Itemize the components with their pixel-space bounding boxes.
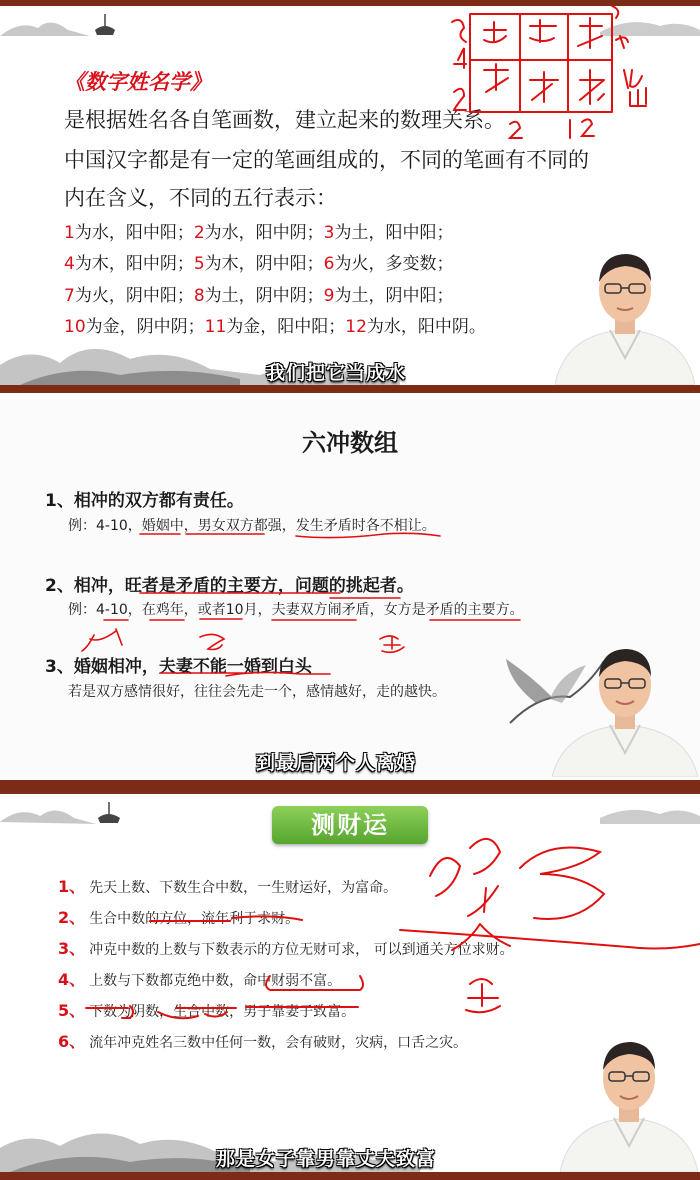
number: 10 <box>64 317 86 337</box>
number-meaning: 为金，阳中阳； <box>226 317 346 337</box>
number-meaning: 为水，阳中阴； <box>204 223 324 243</box>
number: 1 <box>64 223 75 243</box>
slide-panel-3 <box>0 788 700 1180</box>
number: 9 <box>323 286 335 306</box>
number: 4 <box>64 254 75 274</box>
rule-example: 例：4-10，在鸡年，或者10月，夫妻双方闹矛盾，女方是矛盾的主要方。 <box>68 602 524 618</box>
slide-title: 《数字姓名学》 <box>64 70 211 94</box>
number-meaning: 为土，阴中阴； <box>204 286 324 306</box>
number-meaning: 为水，阳中阴。 <box>366 317 486 337</box>
number: 11 <box>204 317 227 337</box>
bottom-border-bar <box>0 780 700 788</box>
list-item: 2、 生合中数的方位，流年利于求财。 <box>58 908 300 927</box>
number-meaning: 为金，阴中阴； <box>85 317 205 337</box>
number-meaning: 为土，阳中阳； <box>334 223 454 243</box>
number-meaning: 为木，阳中阴； <box>74 254 194 274</box>
number: 7 <box>64 286 75 306</box>
section-badge: 测财运 <box>272 806 428 844</box>
body-line-2: 中国汉字都是有一定的笔画组成的，不同的笔画有不同的 <box>64 148 589 172</box>
slide-panel-1 <box>0 0 700 393</box>
presenter-avatar <box>552 637 698 777</box>
slide-panel-2 <box>0 393 700 788</box>
rule-heading: 2、相冲，旺者是矛盾的主要方，问题的挑起者。 <box>45 576 414 596</box>
rule-heading: 1、相冲的双方都有责任。 <box>45 491 244 511</box>
list-item: 5、 下数为阴数，生合中数，男子靠妻子致富。 <box>58 1001 356 1020</box>
video-subtitle: 到最后两个人离婚 <box>256 752 417 774</box>
list-item: 1、 先天上数、下数生合中数，一生财运好，为富命。 <box>58 877 398 896</box>
presenter-avatar <box>555 238 695 385</box>
list-item: 4、 上数与下数都克绝中数，命中财弱不富。 <box>58 970 342 989</box>
number: 8 <box>193 286 205 306</box>
presenter-avatar <box>560 1024 698 1172</box>
number: 3 <box>323 223 335 243</box>
number-meaning: 为火，阴中阳； <box>74 286 194 306</box>
number-meaning: 为土，阴中阳； <box>334 286 454 306</box>
bottom-border-bar <box>0 1172 700 1180</box>
number-meaning: 为木，阴中阳； <box>204 254 324 274</box>
bottom-border-bar <box>0 385 700 393</box>
body-line-3: 内在含义，不同的五行表示： <box>64 186 337 210</box>
slide-title: 六冲数组 <box>302 429 398 457</box>
video-subtitle: 我们把它当成水 <box>266 362 407 384</box>
list-item: 3、 冲克中数的上数与下数表示的方位无财可求， 可以到通关方位求财。 <box>58 939 514 958</box>
number-meaning: 为火，多变数； <box>334 254 454 274</box>
number: 2 <box>193 223 205 243</box>
video-subtitle: 那是女子靠男靠丈夫致富 <box>216 1148 437 1170</box>
list-item: 6、 流年冲克姓名三数中任何一数，会有破财，灾病，口舌之灾。 <box>58 1032 468 1051</box>
number: 12 <box>345 317 367 337</box>
number-meaning: 为水，阳中阳； <box>74 223 194 243</box>
number: 6 <box>323 254 335 274</box>
rule-heading: 3、婚姻相冲，夫妻不能一婚到白头 <box>45 657 312 677</box>
number: 5 <box>193 254 205 274</box>
rule-example: 若是双方感情很好，往往会先走一个，感情越好，走的越快。 <box>68 684 446 700</box>
rule-example: 例：4-10，婚姻中，男女双方都强，发生矛盾时各不相让。 <box>68 518 436 534</box>
body-line-1: 是根据姓名各自笔画数，建立起来的数理关系。 <box>64 108 505 132</box>
